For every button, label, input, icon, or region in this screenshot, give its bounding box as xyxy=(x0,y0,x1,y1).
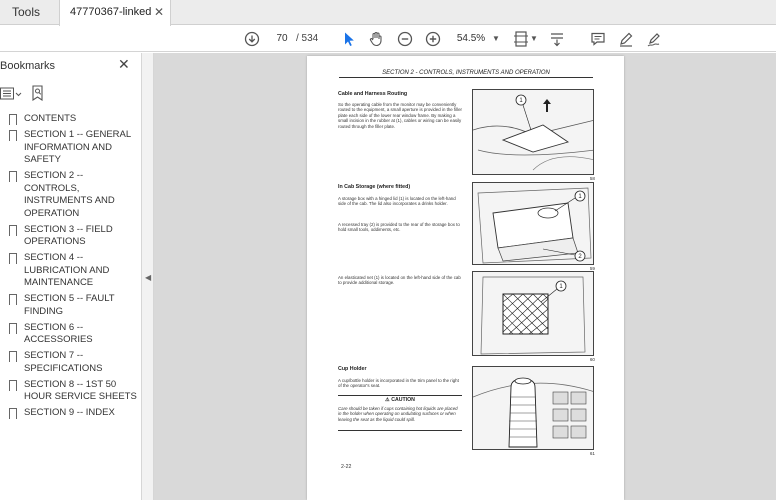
bookmark-icon xyxy=(9,380,17,391)
document-tab-label: 47770367-linked xyxy=(70,6,152,18)
paragraph: So the operating cable from the monitor may be conveniently routed to the equipment, a small aperture is provided in the filler plate each side of the lower rear window frame. By making a small incision in the rubber at (1), cables or wiring can be easily routed through the filler plate. xyxy=(338,102,462,129)
bookmark-icon xyxy=(9,351,17,362)
figure-number: 60 xyxy=(589,357,595,362)
caution-label: ⚠ CAUTION xyxy=(385,397,415,403)
svg-text:1: 1 xyxy=(559,284,563,290)
collapse-panel-icon[interactable]: ◀ xyxy=(145,273,152,282)
bookmark-icon xyxy=(9,130,17,141)
bookmark-item[interactable]: SECTION 7 -- SPECIFICATIONS xyxy=(0,350,142,375)
figure-number: 61 xyxy=(589,451,595,456)
find-bookmark-button[interactable] xyxy=(31,85,45,106)
document-tab[interactable] xyxy=(59,0,171,26)
page-number-input[interactable] xyxy=(271,31,293,47)
cursor-arrow-icon xyxy=(342,31,356,47)
tab-bar xyxy=(0,0,776,25)
sign-icon xyxy=(646,31,662,47)
hand-tool-button[interactable] xyxy=(367,29,385,49)
figure-image xyxy=(472,89,594,175)
bookmark-icon xyxy=(9,323,17,334)
zoom-out-icon xyxy=(397,31,413,47)
bookmark-icon xyxy=(9,114,17,125)
bookmark-item[interactable]: SECTION 6 -- ACCESSORIES xyxy=(0,322,142,347)
warning-icon: ⚠ xyxy=(385,397,390,403)
page-footer: 2-22 xyxy=(341,464,352,470)
bookmark-item[interactable]: SECTION 3 -- FIELD OPERATIONS xyxy=(0,224,142,249)
section-heading: Cup Holder xyxy=(338,366,367,372)
cup-holder-illustration xyxy=(473,367,594,450)
panel-splitter[interactable] xyxy=(142,53,154,500)
bookmark-search-icon xyxy=(31,85,45,101)
page-total: / 534 xyxy=(296,33,319,44)
next-page-button[interactable] xyxy=(243,29,261,49)
comment-button[interactable] xyxy=(589,29,607,49)
paragraph: A cup/bottle holder is incorporated in the trim panel to the right of the operator's seat. xyxy=(338,378,459,389)
bookmark-item[interactable]: SECTION 1 -- GENERAL INFORMATION AND SAFETY xyxy=(0,129,142,167)
zoom-in-button[interactable] xyxy=(424,29,442,49)
figure-image xyxy=(472,182,594,265)
bookmark-icon xyxy=(9,171,17,182)
storage-box-illustration xyxy=(473,183,594,265)
figure-image xyxy=(472,271,594,356)
scroll-mode-icon xyxy=(549,31,565,47)
close-tab-icon[interactable]: ✕ xyxy=(153,5,164,19)
fit-dropdown-icon[interactable]: ▼ xyxy=(530,34,538,43)
zoom-out-button[interactable] xyxy=(396,29,414,49)
paragraph: A storage box with a hinged lid (1) is located on the left-hand side of the cab. The lid also incorporates a drinks holder. xyxy=(338,196,456,207)
section-heading: In Cab Storage (where fitted) xyxy=(338,184,411,190)
arrow-down-circle-icon xyxy=(244,31,260,47)
bookmark-item[interactable]: CONTENTS xyxy=(0,113,142,126)
caution-text: Care should be taken if cups containing hot liquids are placed in the holder when operating on undulating surfaces or when leaving the seat as the liquid could spill. xyxy=(338,406,458,422)
bookmark-item[interactable]: SECTION 2 -- CONTROLS, INSTRUMENTS AND OPERATION xyxy=(0,170,142,220)
bookmark-item[interactable]: SECTION 9 -- INDEX xyxy=(0,407,142,420)
svg-text:1: 1 xyxy=(519,98,523,104)
zoom-dropdown-icon[interactable]: ▼ xyxy=(492,34,500,43)
bookmark-item[interactable]: SECTION 4 -- LUBRICATION AND MAINTENANCE xyxy=(0,252,142,290)
scroll-mode-button[interactable] xyxy=(548,29,566,49)
section-heading: Cable and Harness Routing xyxy=(338,91,408,97)
storage-net-illustration xyxy=(473,272,594,356)
paragraph: An elasticated net (1) is located on the left-hand side of the cab to provide additional storage. xyxy=(338,275,461,286)
svg-text:2: 2 xyxy=(578,254,582,260)
bookmarks-panel xyxy=(0,53,142,500)
bookmarks-title: Bookmarks xyxy=(0,60,56,72)
bookmark-options-button[interactable] xyxy=(0,87,22,106)
close-panel-icon[interactable]: ✕ xyxy=(118,56,130,72)
svg-text:1: 1 xyxy=(578,194,582,200)
bookmark-list xyxy=(0,113,142,423)
pen-icon xyxy=(618,31,634,47)
bookmark-icon xyxy=(9,294,17,305)
figure-number: 59 xyxy=(589,266,595,271)
document-viewer[interactable] xyxy=(154,53,776,500)
comment-icon xyxy=(590,31,606,47)
zoom-in-icon xyxy=(425,31,441,47)
bookmark-item[interactable]: SECTION 8 -- 1ST 50 HOUR SERVICE SHEETS xyxy=(0,379,142,404)
page-header: SECTION 2 - CONTROLS, INSTRUMENTS AND OPERATION xyxy=(339,70,593,78)
caution-rule xyxy=(338,430,462,431)
tools-tab[interactable]: Tools xyxy=(11,5,40,19)
fit-page-button[interactable] xyxy=(512,29,530,49)
list-options-icon xyxy=(0,87,22,101)
bookmark-icon xyxy=(9,225,17,236)
fit-page-icon xyxy=(513,30,529,48)
cab-window-illustration xyxy=(473,90,594,175)
hand-icon xyxy=(368,31,384,47)
bookmark-icon xyxy=(9,408,17,419)
figure-number: 58 xyxy=(589,176,595,181)
paragraph: A recessed tray (2) is provided to the rear of the storage box to hold small tools, oddiments, etc. xyxy=(338,222,460,233)
figure-image xyxy=(472,366,594,450)
highlight-button[interactable] xyxy=(617,29,635,49)
bookmark-item[interactable]: SECTION 5 -- FAULT FINDING xyxy=(0,293,142,318)
bookmark-icon xyxy=(9,253,17,264)
caution-rule xyxy=(338,395,462,396)
zoom-level[interactable]: 54.5% xyxy=(456,33,486,44)
select-tool-button[interactable] xyxy=(340,29,358,49)
pdf-page xyxy=(307,56,624,500)
toolbar xyxy=(0,26,776,52)
sign-button[interactable] xyxy=(645,29,663,49)
bookmark-tools xyxy=(0,85,142,105)
